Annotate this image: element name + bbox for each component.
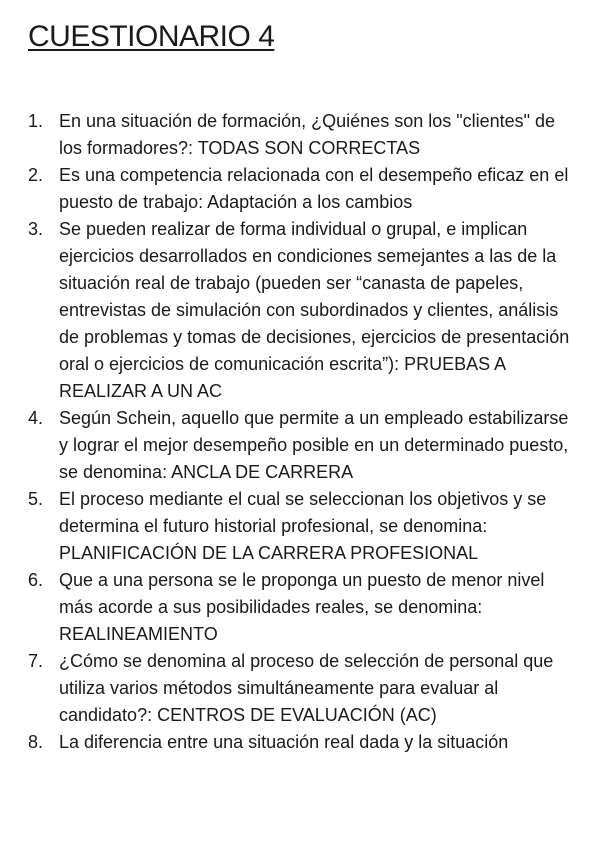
- page-title: CUESTIONARIO 4: [28, 20, 275, 53]
- question-item: [0, 108, 600, 162]
- question-number: 1.: [28, 111, 44, 131]
- question-text: Que a una persona se le proponga un puesto de menor nivel más acorde a sus posibilidades reales, se denomina: REALINEAMIENTO: [59, 570, 545, 644]
- question-text: Según Schein, aquello que permite a un empleado estabilizarse y lograr el mejor desempeño posible en un determinado puesto, se denomina: ANCLA DE CARRERA: [59, 408, 569, 482]
- question-text: En una situación de formación, ¿Quiénes son los "clientes" de los formadores?: TODAS SON CORRECTAS: [59, 111, 556, 158]
- question-text: El proceso mediante el cual se seleccionan los objetivos y se determina el futuro historial profesional, se denomina: PLANIFICACIÓN DE LA CARRERA PROFESIONAL: [59, 489, 547, 563]
- question-item: [0, 405, 600, 486]
- question-text: Se pueden realizar de forma individual o grupal, e implican ejercicios desarrollados en condiciones semejantes a las de la situación real de trabajo (pueden ser “canasta de papeles, entrevistas de simulación con subordinados y clientes, análisis de problemas y tomas de decisiones, ejercicios de presentación oral o ejercicios de comunicación escrita”): PRUEBAS A REALIZAR A UN AC: [59, 219, 570, 401]
- question-item: [0, 162, 600, 216]
- question-item: [0, 729, 600, 756]
- question-number: 8.: [28, 732, 44, 752]
- question-number: 7.: [28, 651, 44, 671]
- question-list: [0, 108, 600, 756]
- question-number: 6.: [28, 570, 44, 590]
- question-item: [0, 648, 600, 729]
- question-number: 3.: [28, 219, 44, 239]
- question-item: [0, 486, 600, 567]
- question-item: [0, 216, 600, 405]
- question-number: 4.: [28, 408, 44, 428]
- question-item: [0, 567, 600, 648]
- question-text: ¿Cómo se denomina al proceso de selección de personal que utiliza varios métodos simultáneamente para evaluar al candidato?: CENTROS DE EVALUACIÓN (AC): [59, 651, 554, 725]
- question-text: Es una competencia relacionada con el desempeño eficaz en el puesto de trabajo: Adaptación a los cambios: [59, 165, 569, 212]
- question-number: 2.: [28, 165, 44, 185]
- question-text: La diferencia entre una situación real dada y la situación: [59, 732, 509, 752]
- question-number: 5.: [28, 489, 44, 509]
